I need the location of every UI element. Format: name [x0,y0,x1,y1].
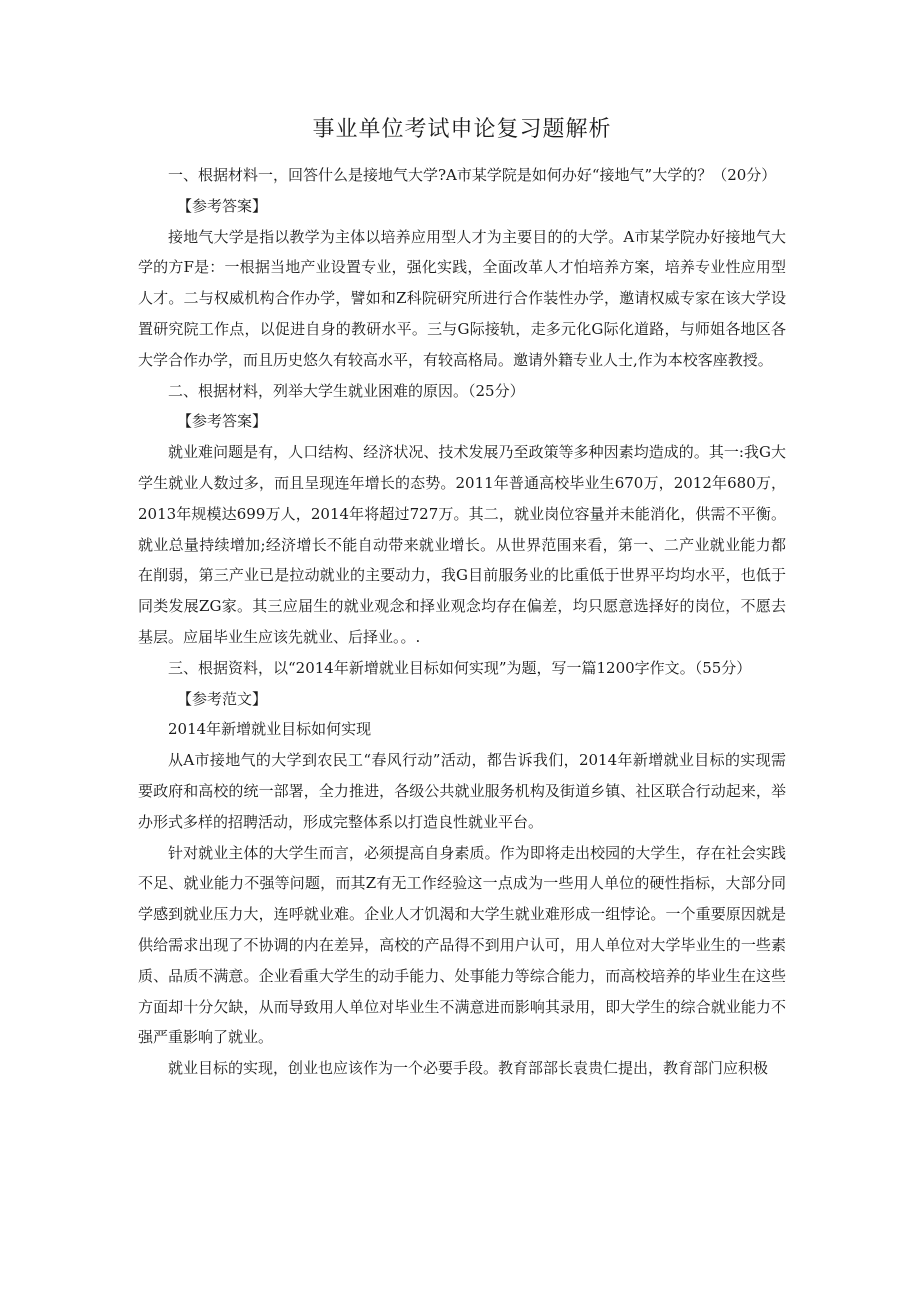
essay-paragraph-3: 就业目标的实现，创业也应该作为一个必要手段。教育部部长袁贵仁提出，教育部门应积极 [168,1059,769,1078]
document-page [138,112,786,1084]
answer-label-2: 【参考答案】 [177,412,268,431]
essay-title: 2014年新增就业目标如何实现 [168,720,372,739]
essay-paragraph-2: 针对就业主体的大学生而言，必须提高自身素质。作为即将走出校园的大学生，存在社会实践不足、就业能力不强等问题，而其Z有无工作经验这一点成为一些用人单位的硬性指标，大部分同学感到就业压力大，连呼就业难。企业人才饥渴和大学生就业难形成一组悖论。一个重要原因就是供给需求出现了不协调的内在差异，高校的产品得不到用户认可，用人单位对大学毕业生的一些素质、品质不满意。企业看重大学生的动手能力、处事能力等综合能力，而高校培养的毕业生在这些方面却十分欠缺，从而导致用人单位对毕业生不满意进而影响其录用，即大学生的综合就业能力不强严重影响了就业。 [138,843,786,1047]
answer-label-1: 【参考答案】 [177,196,268,215]
answer-1: 接地气大学是指以教学为主体以培养应用型人才为主要目的的大学。A市某学院办好接地气大学的方F是：一根据当地产业设置专业，强化实践，全面改革人才怕培养方案，培养专业性应用型人才。二与权威机构合作办学，譬如和Z科院研究所进行合作装性办学，邀请权威专家在该大学设置研究院工作点，以促进自身的教研水平。三与G际接轨，走多元化G际化道路，与师姐各地区各大学合作办学，而且历史悠久有较高水平，有较高格局。邀请外籍专业人士,作为本校客座教授。 [138,227,786,369]
question-2: 二、根据材料，列举大学生就业困难的原因。（25分） [168,381,525,400]
essay-paragraph-1: 从A市接地气的大学到农民工“春风行动”活动，都告诉我们，2014年新增就业目标的实现需要政府和高校的统一部署，全力推进，各级公共就业服务机构及街道乡镇、社区联合行动起来，举办形式多样的招聘活动，形成完整体系以打造良性就业平台。 [138,751,786,831]
question-1: 一、根据材料一，回答什么是接地气大学?A市某学院是如何办好“接地气”大学的？（20分） [168,166,777,184]
answer-2: 就业难问题是有，人口结构、经济状况、技术发展乃至政策等多种因素均造成的。其一:我G大学生就业人数过多，而且呈现连年增长的态势。2011年普通高校毕业生670万，2012年680万，2013年规模达699万人，2014年将超过727万。其二，就业岗位容量并未能消化，供需不平衡。就业总量持续增加;经济增长不能自动带来就业增长。从世界范围来看，第一、二产业就业能力都在削弱，第三产业已是拉动就业的主要动力，我G目前服务业的比重低于世界平均均水平，也低于同类发展ZG家。其三应届生的就业观念和择业观念均存在偏差，均只愿意选择好的岗位，不愿去基层。应届毕业生应该先就业、后择业。。. [138,443,786,646]
document-title: 事业单位考试申论复习题解析 [312,117,612,142]
sample-essay-label: 【参考范文】 [177,689,268,708]
question-3: 三、根据资料，以“2014年新增就业目标如何实现”为题，写一篇1200字作文。（55分） [168,658,752,677]
